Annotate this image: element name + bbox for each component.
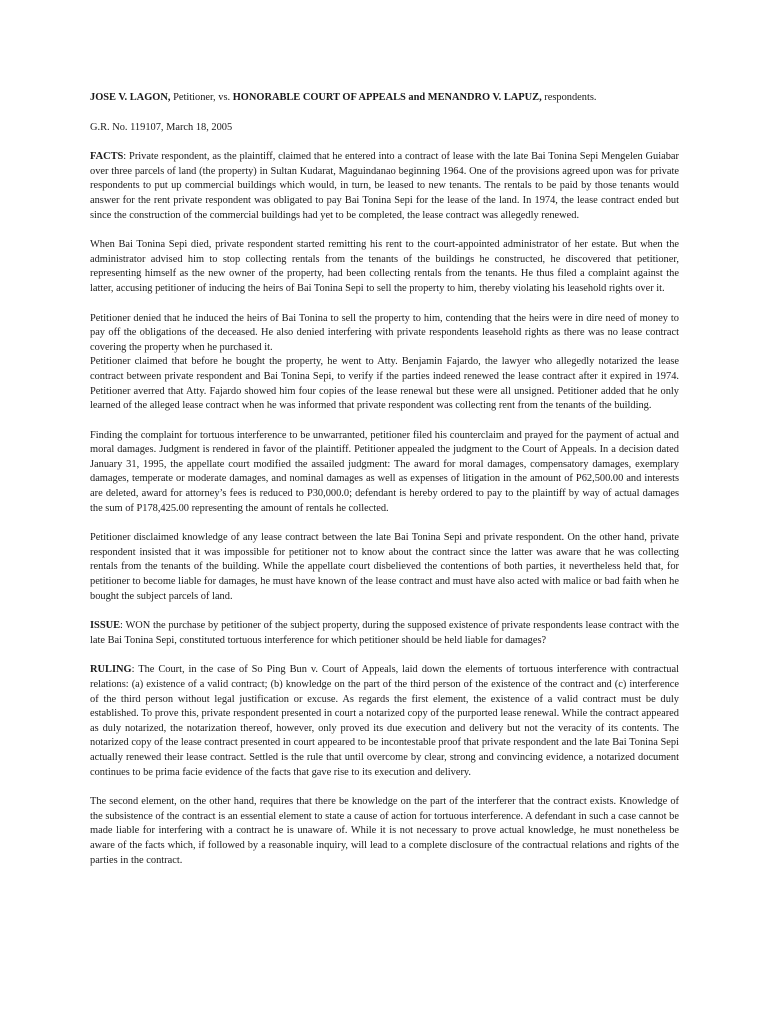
petitioner-name: JOSE V. LAGON, (90, 92, 171, 103)
gr-number: G.R. No. 119107, March 18, 2005 (90, 121, 233, 133)
facts-paragraph: Petitioner disclaimed knowledge of any lease contract between the late Bai Tonina Sepi and private respondent. On the other hand, private respondent insisted that it was impossible for petitioner not to know about the contract since the latter was aware that he was collecting rentals from the tenants of the building. While the appellate court disbelieved the contentions of both parties, it nevertheless held that, for petitioner to become liable for damages, he must have known of the lease contract and must have also acted with malice or bad faith when he bought the subject parcels of land. (90, 532, 679, 602)
issue-text: : WON the purchase by petitioner of the subject property, during the supposed existence of private respondents lease contract with the late Bai Tonina Sepi, constituted tortuous interference for which petitioner should be held liable for damages? (90, 620, 679, 646)
petitioner-role: Petitioner, vs. (170, 92, 233, 103)
facts-paragraph: Petitioner claimed that before he bought the property, he went to Atty. Benjamin Fajardo, the lawyer who allegedly notarized the lease contract between private respondent and Bai Tonina Sepi, to verify if the parties indeed renewed the lease contract after it expired in 1974. Petitioner averred that Atty. Fajardo showed him four copies of the lease renewal but these were all unsigned. Petitioner added that he only learned of the alleged lease contract when he was informed that private respondent was collecting rent from the tenants of the building. (90, 356, 679, 412)
facts-paragraph: When Bai Tonina Sepi died, private respondent started remitting his rent to the court-appointed administrator of her estate. But when the administrator advised him to stop collecting rentals from the tenants of the buildings he constructed, he discovered that petitioner, representing himself as the new owner of the property, had been collecting rentals from the tenants. He thus filed a complaint against the latter, accusing petitioner of inducing the heirs of Bai Tonina Sepi to sell the property to him, thereby violating his leasehold rights over it. (90, 239, 679, 294)
issue-label: ISSUE (90, 620, 121, 632)
facts-paragraph: Finding the complaint for tortuous interference to be unwarranted, petitioner filed his counterclaim and prayed for the payment of actual and moral damages. Judgment is rendered in favor of the plaintiff. Petitioner appealed the judgment to the Court of Appeals. In a decision dated January 31, 1995, the appellate court modified the assailed judgment: The award for moral damages, compensatory damages, exemplary damages, temperate or moderate damages, and nominal damages as well as expenses of litigation in the amount of P62,500.00 and interests are deleted, award for attorney’s fees is reduced to P30,000.0; defendant is hereby ordered to pay to the plaintiff by way of actual damages the sum of P178,425.00 representing the amount of rentals he collected. (90, 429, 679, 514)
facts-paragraph: Petitioner denied that he induced the heirs of Bai Tonina to sell the property to him, contending that the heirs were in dire need of money to pay off the obligations of the deceased. He also denied interfering with private respondents leasehold rights as there was no lease contract covering the property when he purchased it. (90, 312, 679, 353)
ruling-paragraph (90, 663, 679, 780)
ruling-text: : The Court, in the case of So Ping Bun v. Court of Appeals, laid down the elements of tortuous interference with contractual relations: (a) existence of a valid contract; (b) knowledge on the part of the third person of the existence of the contract and (c) interference of the third person without legal justification or excuse. As regards the first element, the existence of a valid contract must be duly established. To prove this, private respondent presented in court a notarized copy of the purported lease renewal. While the contract appeared as duly notarized, the notarization thereof, however, only proved its due execution and delivery but not the veracity of its contents. The notarized copy of the lease contract presented in court appeared to be incontestable proof that private respondent and the late Bai Tonina Sepi actually renewed their lease contract. Settled is the rule that until overcome by clear, strong and convincing evidence, a notarized document continues to be prima facie evidence of the facts that gave rise to its execution and delivery. (90, 664, 679, 778)
facts-text: : Private respondent, as the plaintiff, claimed that he entered into a contract of lease with the late Bai Tonina Sepi Mengelen Guiabar over three parcels of land (the property) in Sultan Kudarat, Maguindanao beginning 1964. One of the provisions agreed upon was for private respondents to put up commercial buildings which would, in turn, be leased to new tenants. The rentals to be paid by those tenants would answer for the rent private respondent was obligated to pay Bai Tonina Sepi for the lease of the land. In 1974, the lease contract ended but since the construction of the commercial buildings had yet to be completed, the lease contract was allegedly renewed. (90, 151, 679, 221)
issue-paragraph (90, 619, 679, 648)
facts-label: FACTS (90, 151, 124, 163)
ruling-paragraph: The second element, on the other hand, requires that there be knowledge on the part of the interferer that the contract exists. Knowledge of the subsistence of the contract is an essential element to state a cause of action for tortuous interference. A defendant in such a case cannot be made liable for interfering with a contract he is unaware of. While it is not necessary to prove actual knowledge, he must nonetheless be aware of the facts which, if followed by a reasonable inquiry, will lead to a complete disclosure of the contractual relations and rights of the parties in the contract. (90, 796, 679, 866)
respondents-names: HONORABLE COURT OF APPEALS and MENANDRO V. LAPUZ, (232, 92, 542, 103)
facts-paragraph (90, 150, 679, 223)
document-page (90, 91, 679, 868)
respondents-role: respondents. (541, 92, 597, 103)
case-title (90, 91, 679, 106)
ruling-label: RULING (90, 664, 132, 676)
